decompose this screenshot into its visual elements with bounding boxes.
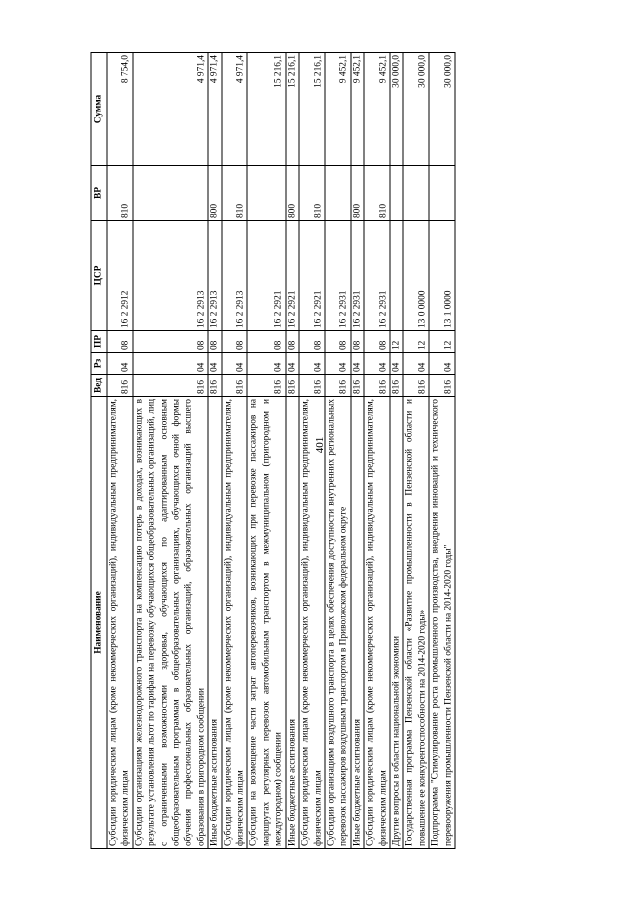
table-row [132,53,207,849]
row-csr: 13 1 0000 [429,221,455,331]
row-ved: 816 [429,375,455,397]
page-number: 401 [314,436,326,454]
row-vr: 810 [107,166,133,221]
row-pr: 08 [208,331,221,353]
row-pr: 08 [132,331,207,353]
row-vr [324,166,350,221]
row-sum: 4 971,4 [221,53,247,166]
row-pr: 08 [285,331,298,353]
row-rz: 04 [364,353,390,375]
row-vr: 810 [364,166,390,221]
row-name: Субсидии юридическим лицам (кроме некоммерческих организаций), индивидуальным предпринимателям, физическим лицам [221,397,247,849]
row-rz: 04 [221,353,247,375]
row-name: Субсидии организациям воздушного транспорта в целях обеспечения доступности внутренних региональных перевозок пассажиров воздушным транспортом в Приволжском федеральном округе [324,397,350,849]
row-csr: 16 2 2913 [221,221,247,331]
row-csr: 16 2 2921 [299,221,325,331]
row-sum: 15 216,1 [285,53,298,166]
row-name: Иные бюджетные ассигнования [350,397,363,849]
row-pr: 08 [364,331,390,353]
table-row [389,53,402,849]
row-rz: 04 [107,353,133,375]
table-row [208,53,221,849]
row-pr: 08 [107,331,133,353]
row-name: Иные бюджетные ассигнования [208,397,221,849]
table-row [221,53,247,849]
row-sum: 4 971,4 [132,53,207,166]
table-row [350,53,363,849]
table-row [429,53,455,849]
row-ved: 816 [107,375,133,397]
row-pr: 08 [350,331,363,353]
row-ved: 816 [285,375,298,397]
row-pr: 12 [389,331,402,353]
row-name: Субсидии юридическим лицам (кроме некоммерческих организаций), индивидуальным предпринимателям, физическим лицам [364,397,390,849]
table-row [364,53,390,849]
row-rz: 04 [324,353,350,375]
table-row [285,53,298,849]
row-csr: 16 2 2931 [364,221,390,331]
row-vr: 800 [350,166,363,221]
header-ved: Вед [91,375,107,397]
row-ved: 816 [247,375,285,397]
row-vr [132,166,207,221]
row-name: Подпрограмма "Стимулирование роста промышленного производства, внедрения инноваций и технического перевооружения промышленности Пензенской области на 2014-2020 годы" [429,397,455,849]
row-rz: 04 [299,353,325,375]
table-header-row [91,53,107,849]
row-ved: 816 [403,375,429,397]
row-ved: 816 [132,375,207,397]
row-sum: 4 971,4 [208,53,221,166]
row-rz: 04 [285,353,298,375]
row-sum: 15 216,1 [299,53,325,166]
row-vr: 800 [208,166,221,221]
table-row [299,53,325,849]
row-csr: 13 0 0000 [403,221,429,331]
row-pr: 08 [299,331,325,353]
table-row [324,53,350,849]
row-vr: 800 [285,166,298,221]
row-sum: 30 000,0 [429,53,455,166]
row-ved: 816 [221,375,247,397]
row-ved: 816 [299,375,325,397]
row-vr [247,166,285,221]
row-csr: 16 2 2913 [208,221,221,331]
header-sum: Сумма [91,53,107,166]
header-csr: ЦСР [91,221,107,331]
row-ved: 816 [324,375,350,397]
row-vr [429,166,455,221]
row-name: Государственная программа Пензенской области «Развитие промышленности в Пензенской области и повышение ее конкурентоспособности на 2014-2020 годы» [403,397,429,849]
header-rz: Рз [91,353,107,375]
row-ved: 816 [350,375,363,397]
row-ved: 816 [364,375,390,397]
row-sum: 30 000,0 [389,53,402,166]
row-vr: 810 [299,166,325,221]
row-sum: 30 000,0 [403,53,429,166]
row-ved: 816 [208,375,221,397]
row-vr [403,166,429,221]
row-pr: 12 [403,331,429,353]
budget-table [90,52,455,849]
row-csr: 16 2 2931 [350,221,363,331]
row-rz: 04 [247,353,285,375]
row-vr [389,166,402,221]
row-name: Субсидии юридическим лицам (кроме некоммерческих организаций), индивидуальным предпринимателям, физическим лицам [299,397,325,849]
table-row [403,53,429,849]
table-row [107,53,133,849]
row-csr: 16 2 2921 [247,221,285,331]
row-name: Субсидии организациям железнодорожного транспорта на компенсацию потерь в доходах, возникающих в результате установления льгот по тарифам на перевозку обучающихся общеобразовательных организаций, лиц с ограниченными возможностями здоровья, обучающихся по адаптированным основным общеобразовательным программам в общеобразовательных организациях, обучающихся очной формы обучения профессиональных образовательных организаций, образовательных организаций высшего образования в пригородном сообщении [132,397,207,849]
row-name: Субсидии на возмещение части затрат автоперевозчиков, возникающих при перевозке пассажиров на маршрутах регулярных перевозок автомобильным транспортом в межмуниципальном (пригородном и междугородном) сообщении [247,397,285,849]
row-sum: 15 216,1 [247,53,285,166]
row-csr [389,221,402,331]
header-name: Наименование [91,397,107,849]
row-rz: 04 [389,353,402,375]
row-pr: 08 [247,331,285,353]
row-name: Другие вопросы в области национальной экономики [389,397,402,849]
row-rz: 04 [132,353,207,375]
row-csr: 16 2 2921 [285,221,298,331]
row-sum: 8 754,0 [107,53,133,166]
row-pr: 12 [429,331,455,353]
header-pr: ПР [91,331,107,353]
row-name: Субсидии юридическим лицам (кроме некоммерческих организаций), индивидуальным предпринимателям, физическим лицам [107,397,133,849]
row-csr: 16 2 2912 [107,221,133,331]
row-name: Иные бюджетные ассигнования [285,397,298,849]
header-vr: ВР [91,166,107,221]
row-rz: 04 [429,353,455,375]
row-sum: 9 452,1 [350,53,363,166]
table-row [247,53,285,849]
row-csr: 16 2 2913 [132,221,207,331]
rotated-page-area [90,53,539,849]
page-content [90,53,539,849]
row-ved: 816 [389,375,402,397]
row-pr: 08 [221,331,247,353]
row-rz: 04 [403,353,429,375]
row-sum: 9 452,1 [364,53,390,166]
row-csr: 16 2 2931 [324,221,350,331]
row-pr: 08 [324,331,350,353]
row-sum: 9 452,1 [324,53,350,166]
row-rz: 04 [208,353,221,375]
row-vr: 810 [221,166,247,221]
row-rz: 04 [350,353,363,375]
